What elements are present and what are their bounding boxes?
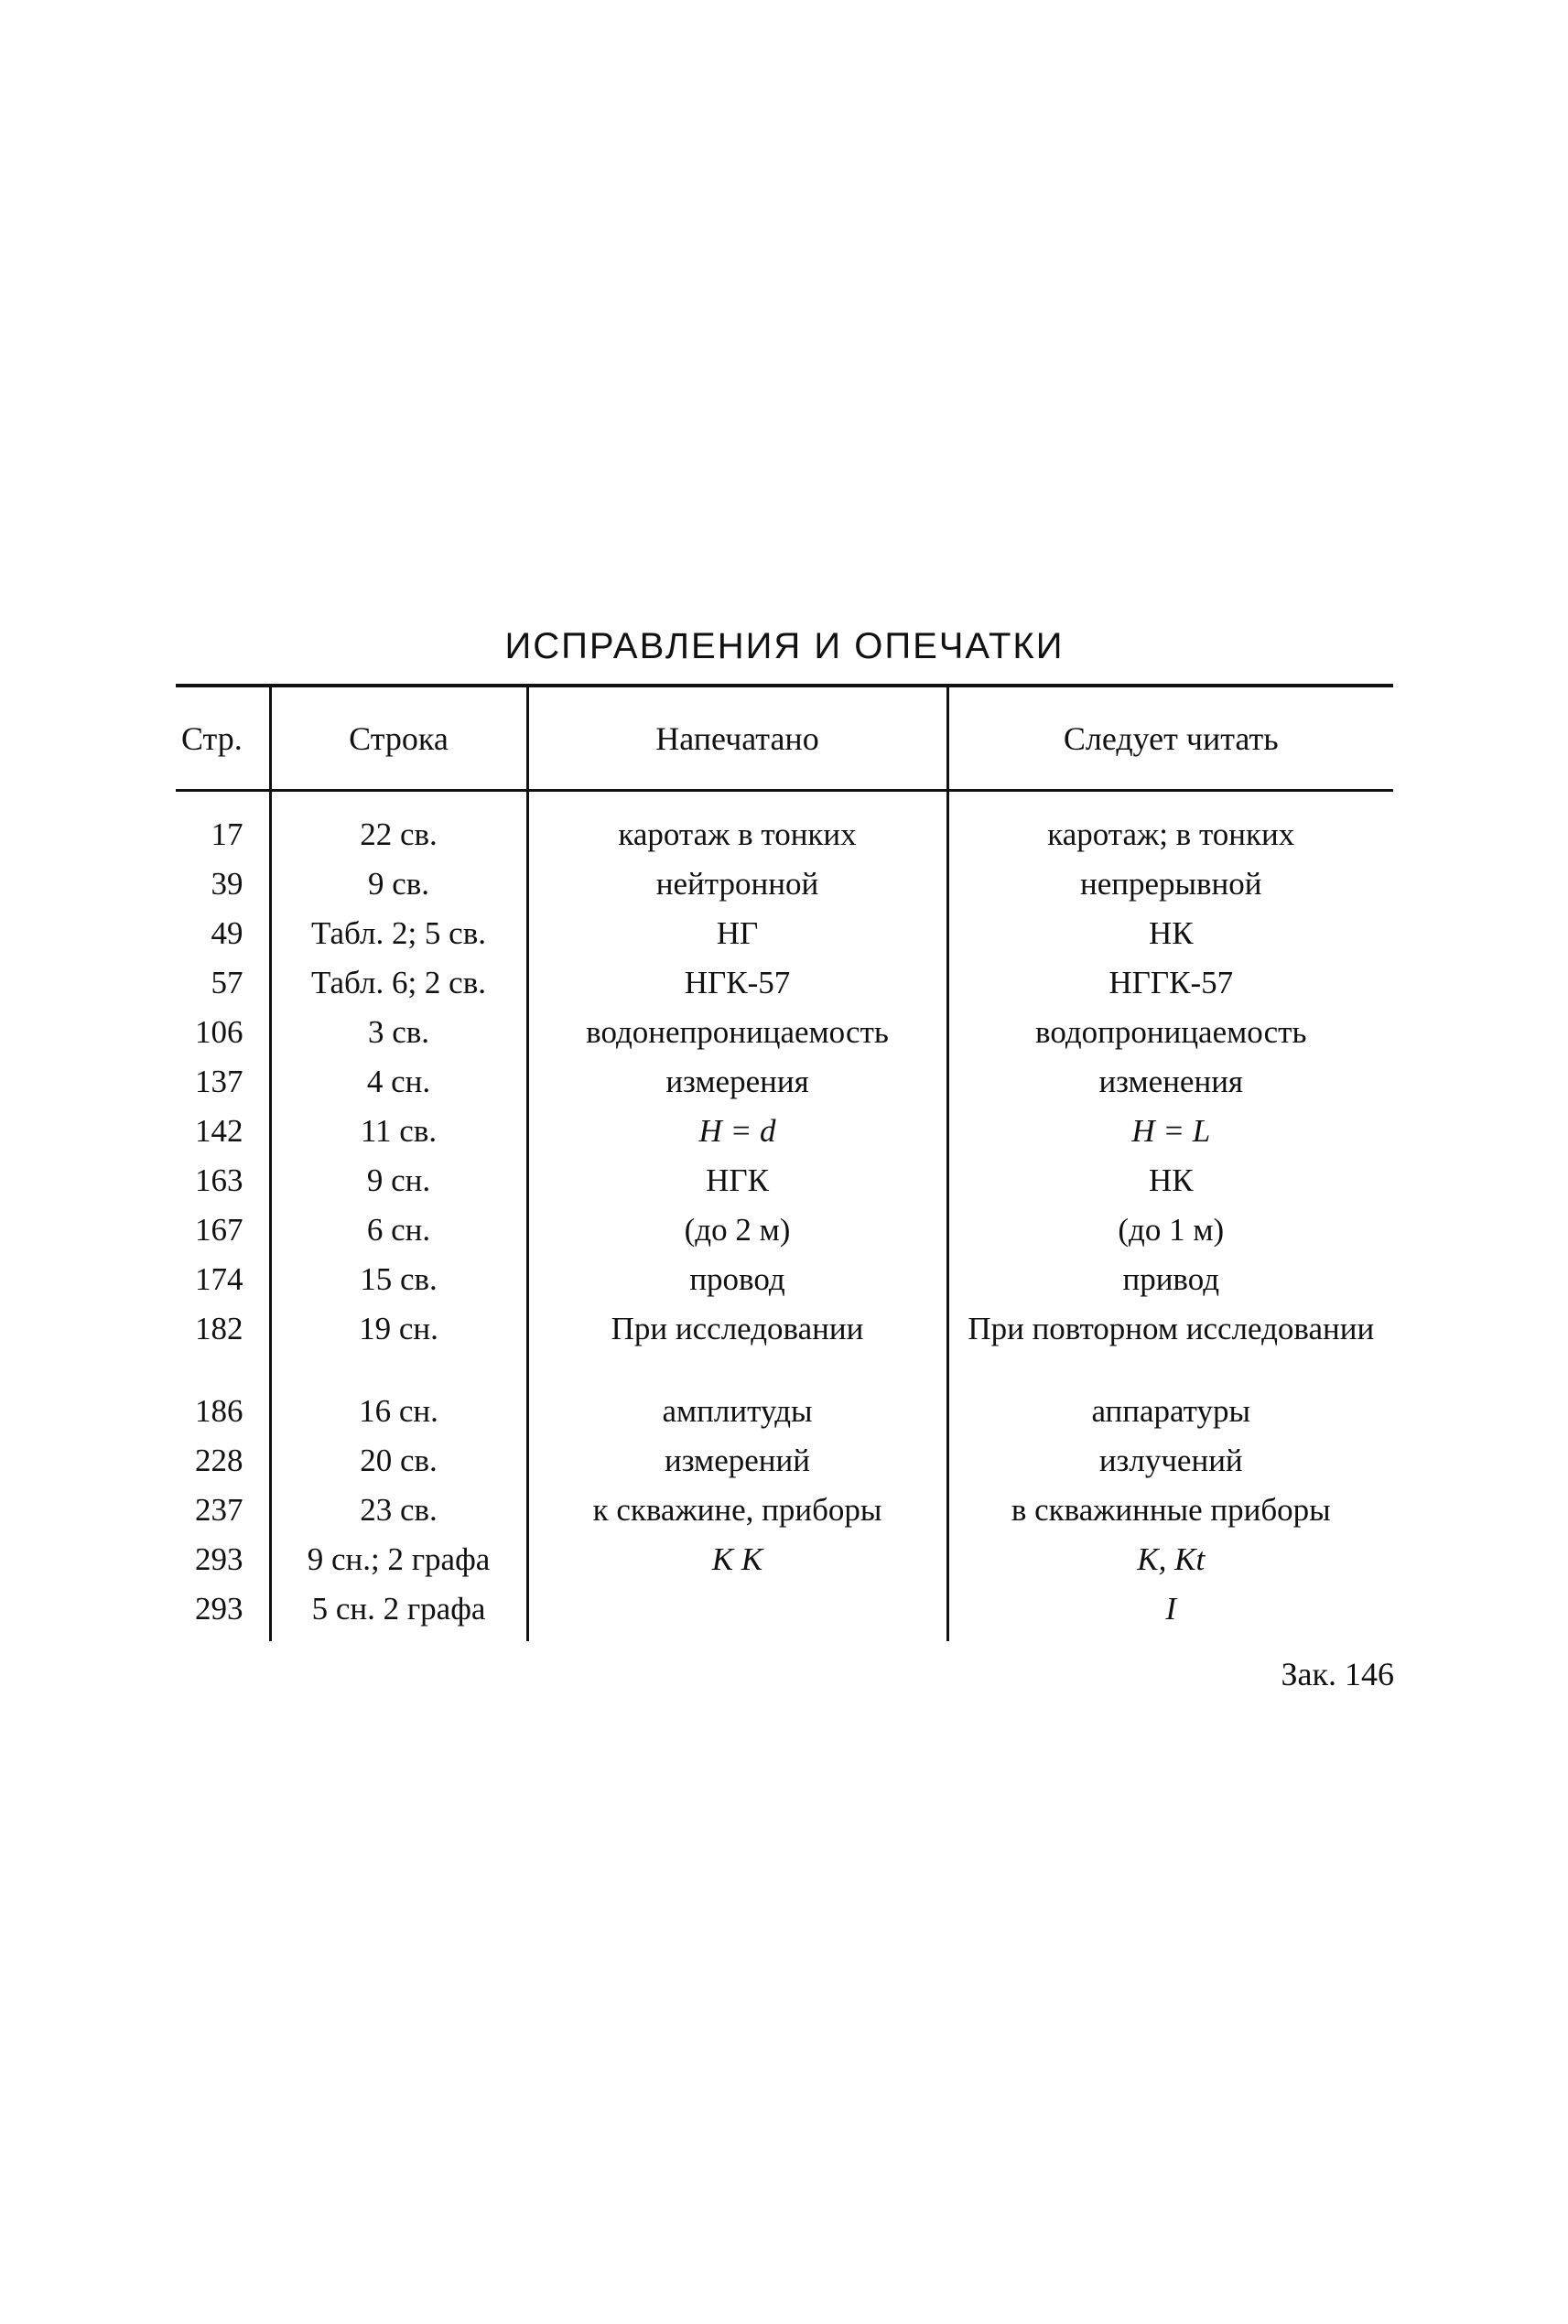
cell-printed: водонепроницаемость <box>527 1015 947 1065</box>
cell-printed: НГК <box>527 1163 947 1213</box>
cell-line: 23 св. <box>270 1493 527 1542</box>
cell-line: 19 сн. <box>270 1312 527 1394</box>
cell-page: 174 <box>195 1261 243 1297</box>
cell-read: НК <box>947 1163 1393 1213</box>
cell-line: 20 св. <box>270 1443 527 1493</box>
table-row <box>176 791 1393 868</box>
table-row <box>176 916 1393 966</box>
table-row <box>176 1443 1393 1493</box>
cell-printed: НГК-57 <box>527 966 947 1015</box>
cell-line: 9 сн.; 2 графа <box>270 1542 527 1592</box>
errata-table <box>176 684 1393 1641</box>
cell-page: 39 <box>211 866 243 902</box>
cell-read: НГГК-57 <box>947 966 1393 1015</box>
cell-page: 57 <box>211 965 243 1000</box>
cell-page: 237 <box>195 1492 243 1528</box>
cell-read: изменения <box>947 1065 1393 1114</box>
cell-printed: измерения <box>527 1065 947 1114</box>
cell-line: 11 св. <box>270 1114 527 1163</box>
cell-line: 9 сн. <box>270 1163 527 1213</box>
cell-read: (до 1 м) <box>947 1213 1393 1262</box>
cell-page: 293 <box>195 1591 243 1627</box>
table-row <box>176 1493 1393 1542</box>
table-header-row <box>176 686 1393 791</box>
table-row <box>176 1213 1393 1262</box>
cell-printed: каротаж в тонких <box>527 791 947 868</box>
cell-printed: При исследовании <box>527 1312 947 1394</box>
cell-page: 137 <box>195 1064 243 1099</box>
column-header-page: Стр. <box>176 686 270 791</box>
cell-read: I <box>947 1592 1393 1641</box>
cell-page: 142 <box>195 1113 243 1149</box>
cell-page: 163 <box>195 1162 243 1198</box>
table-row <box>176 1592 1393 1641</box>
cell-printed: измерений <box>527 1443 947 1493</box>
cell-printed: провод <box>527 1262 947 1312</box>
table-row <box>176 966 1393 1015</box>
cell-printed: к скважине, приборы <box>527 1493 947 1542</box>
cell-line: 16 сн. <box>270 1394 527 1443</box>
table-row <box>176 1015 1393 1065</box>
table-row <box>176 1394 1393 1443</box>
cell-read: водопроницаемость <box>947 1015 1393 1065</box>
cell-page: 49 <box>211 915 243 951</box>
cell-page: 186 <box>195 1393 243 1429</box>
table-row <box>176 1114 1393 1163</box>
cell-line: 3 св. <box>270 1015 527 1065</box>
order-number: Зак. 146 <box>1281 1656 1394 1692</box>
cell-line: 22 св. <box>270 791 527 868</box>
cell-page: 106 <box>195 1014 243 1050</box>
cell-read: непрерывной <box>947 867 1393 916</box>
table-row <box>176 1542 1393 1592</box>
cell-printed <box>527 1592 947 1641</box>
cell-line: 15 св. <box>270 1262 527 1312</box>
table-row <box>176 1262 1393 1312</box>
column-header-printed: Напечатано <box>527 686 947 791</box>
cell-page: 228 <box>195 1443 243 1478</box>
cell-printed: нейтронной <box>527 867 947 916</box>
cell-read: привод <box>947 1262 1393 1312</box>
column-header-line: Строка <box>270 686 527 791</box>
cell-line: 6 сн. <box>270 1213 527 1262</box>
cell-page: 293 <box>195 1541 243 1577</box>
cell-read: аппаратуры <box>947 1394 1393 1443</box>
page-title: ИСПРАВЛЕНИЯ И ОПЕЧАТКИ <box>504 626 1065 666</box>
column-header-read: Следует читать <box>947 686 1393 791</box>
cell-line: 5 сн. 2 графа <box>270 1592 527 1641</box>
cell-read: излучений <box>947 1443 1393 1493</box>
cell-line: Табл. 6; 2 св. <box>270 966 527 1015</box>
cell-read: При повторном исследовании <box>947 1312 1393 1394</box>
cell-printed: НГ <box>527 916 947 966</box>
cell-read: K, Kt <box>947 1542 1393 1592</box>
cell-read: в скважинные приборы <box>947 1493 1393 1542</box>
table-row <box>176 1065 1393 1114</box>
cell-line: Табл. 2; 5 св. <box>270 916 527 966</box>
cell-printed: амплитуды <box>527 1394 947 1443</box>
table-row <box>176 1312 1393 1394</box>
cell-printed: H = d <box>527 1114 947 1163</box>
cell-printed: K K <box>527 1542 947 1592</box>
table-row <box>176 867 1393 916</box>
table-row <box>176 1163 1393 1213</box>
cell-page: 17 <box>211 816 243 852</box>
cell-read: каротаж; в тонких <box>947 791 1393 868</box>
cell-line: 4 сн. <box>270 1065 527 1114</box>
cell-line: 9 св. <box>270 867 527 916</box>
cell-page: 167 <box>195 1212 243 1248</box>
cell-printed: (до 2 м) <box>527 1213 947 1262</box>
cell-read: H = L <box>947 1114 1393 1163</box>
cell-read: НК <box>947 916 1393 966</box>
cell-page: 182 <box>195 1311 243 1346</box>
